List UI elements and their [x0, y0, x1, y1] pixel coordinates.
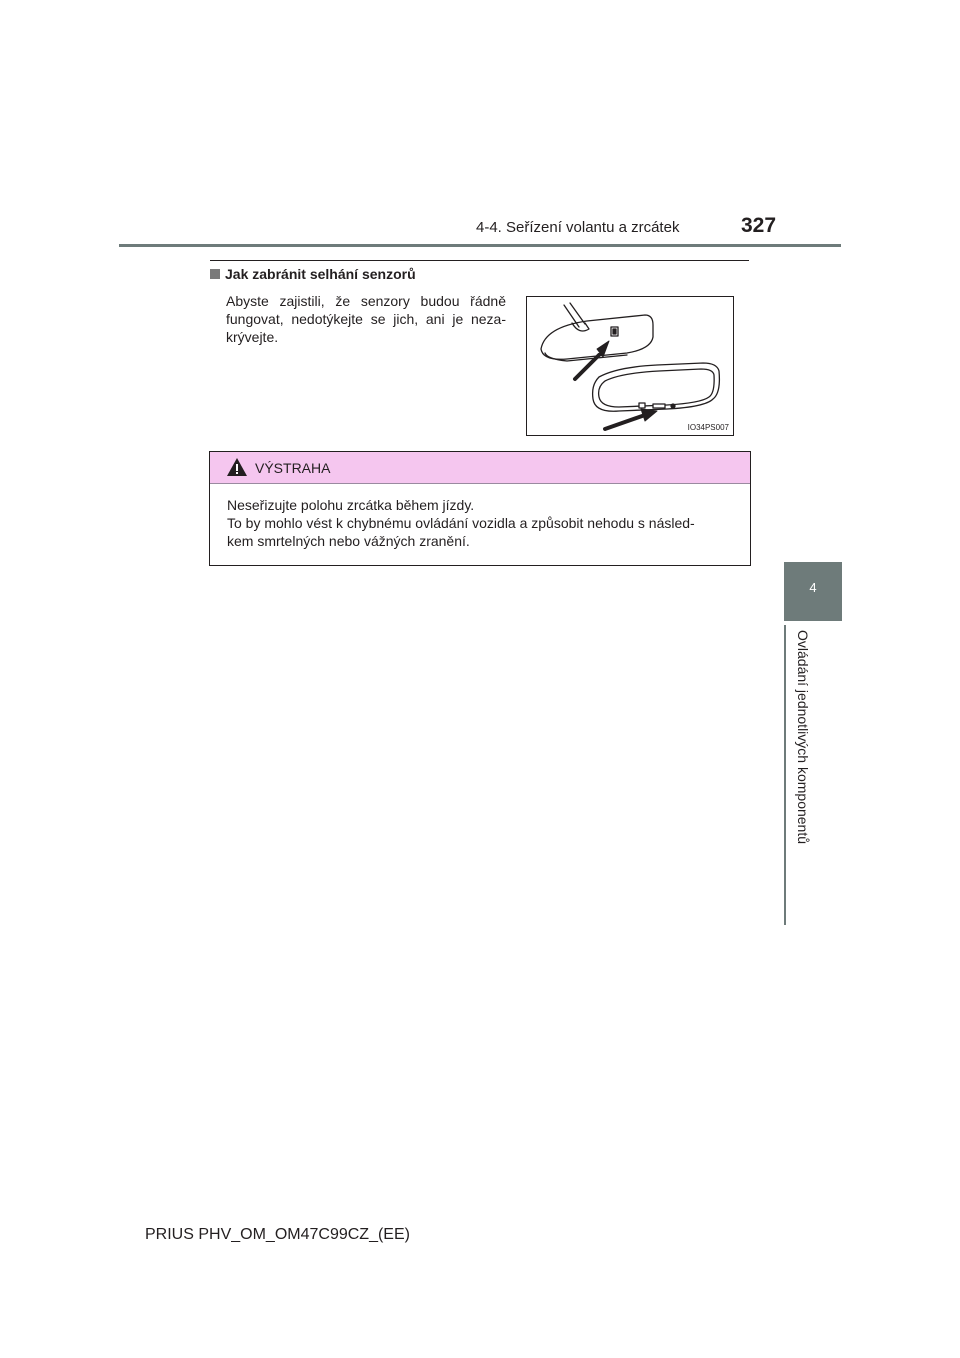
warning-line: kem smrtelných nebo vážných zranění.	[227, 533, 470, 549]
warning-line: Neseřizujte polohu zrcátka během jízdy.	[227, 497, 475, 513]
rearview-mirror-illustration	[527, 297, 733, 435]
warning-box	[209, 451, 751, 566]
warning-title: VÝSTRAHA	[255, 460, 331, 476]
page-number: 327	[741, 214, 777, 237]
header-section-title: 4-4. Seřízení volantu a zrcátek	[476, 219, 680, 236]
figure-code: IO34PS007	[687, 423, 729, 432]
chapter-side-title: Ovládání jednotlivých komponentů	[795, 630, 811, 845]
warning-line: To by mohlo vést k chybnému ovládání vozidla a způsobit nehodu s násled-	[227, 515, 695, 531]
chapter-tab	[784, 562, 842, 621]
warning-triangle-icon	[226, 456, 248, 478]
header-rule	[119, 244, 841, 247]
section-heading-text: Jak zabránit selhání senzorů	[225, 266, 416, 282]
warning-body	[227, 496, 747, 550]
section-body-text: Abyste zajistili, že senzory budou řádně fungovat, nedotýkejte se jich, ani je neza-krývejte.	[226, 293, 506, 345]
footer-doc-id: PRIUS PHV_OM_OM47C99CZ_(EE)	[145, 1226, 410, 1243]
chapter-tab-number: 4	[809, 580, 817, 595]
mirror-figure	[526, 296, 734, 436]
section-heading	[210, 266, 416, 282]
chapter-side-bar	[784, 625, 786, 925]
section-square-icon	[210, 269, 220, 279]
warning-header	[210, 452, 750, 484]
section-rule	[210, 260, 749, 261]
